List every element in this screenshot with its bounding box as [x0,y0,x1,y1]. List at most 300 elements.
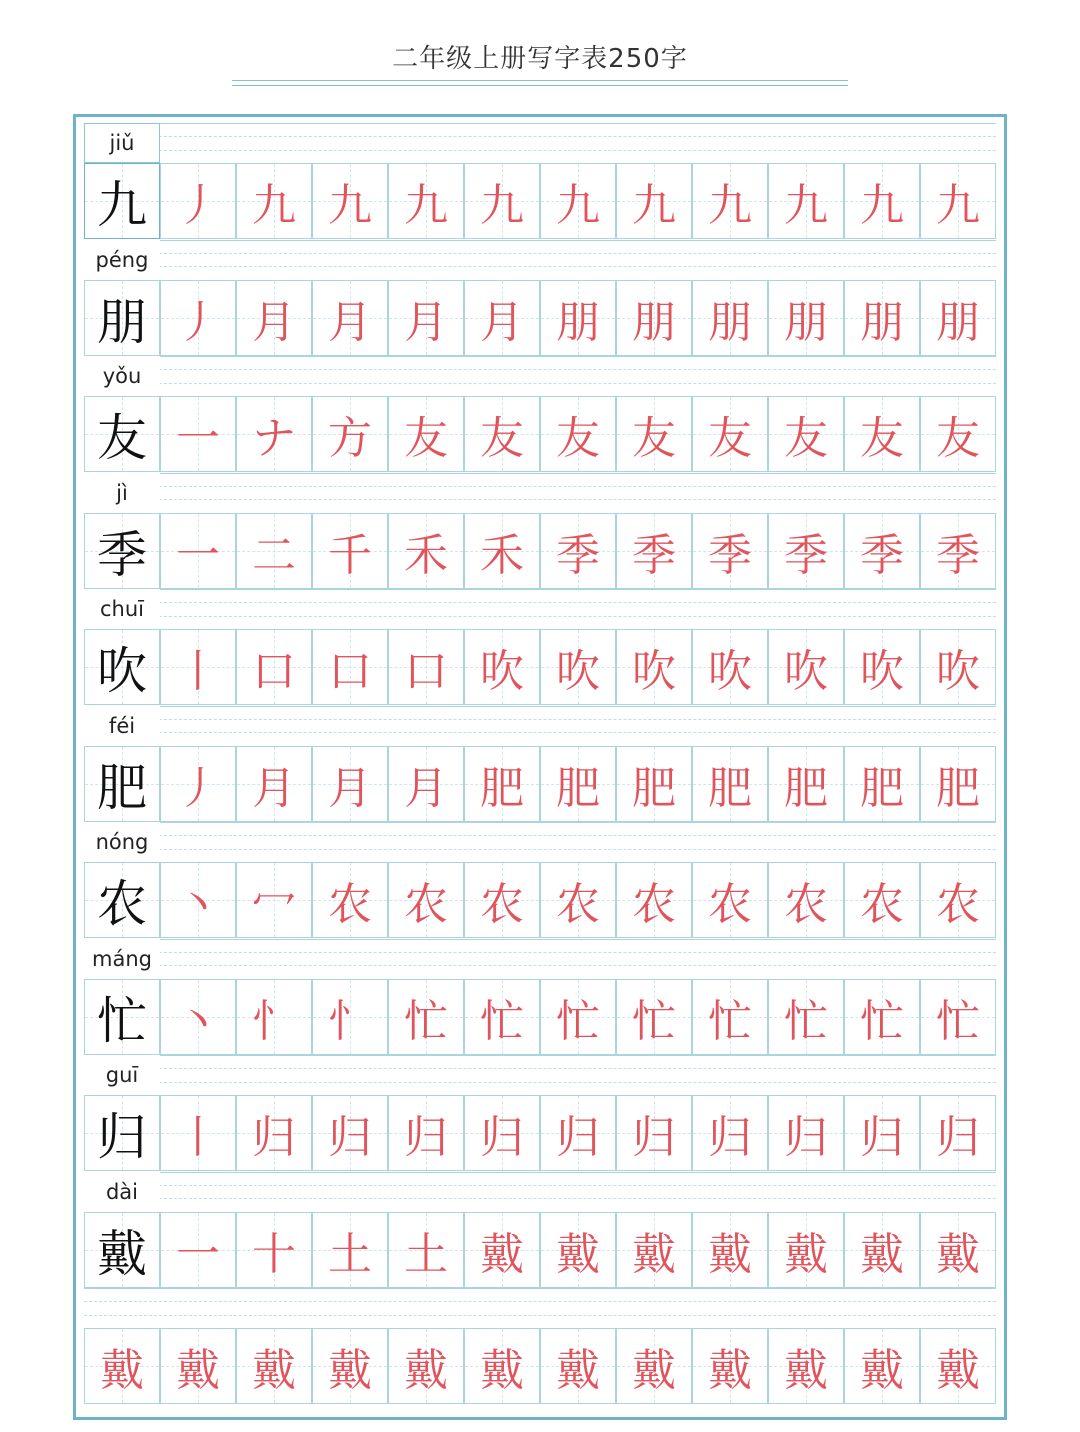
stroke-order-cell [920,163,996,239]
stroke-order-cell [540,1328,616,1404]
pinyin-strip [76,1172,1004,1212]
stroke-order-cell [540,513,616,589]
stroke-order-cell [388,629,464,705]
stroke-order-character: 友 [632,413,676,464]
pinyin-strip [76,123,1004,163]
character-row [76,629,1004,705]
stroke-order-character: 九 [556,180,600,231]
stroke-order-cell [388,280,464,356]
stroke-order-cell [464,1212,540,1288]
stroke-order-character: 戴 [556,1345,600,1396]
pinyin-label: dài [84,1172,160,1212]
stroke-order-cell [312,1328,388,1404]
stroke-order-character: 农 [404,879,448,930]
stroke-order-character: 朋 [936,296,980,348]
page-title: 二年级上册写字表250字 [392,44,688,74]
stroke-order-character: 农 [784,879,828,930]
stroke-order-character: 吹 [860,646,904,697]
stroke-order-cell [768,1328,844,1404]
stroke-order-character: 农 [708,879,752,930]
stroke-order-cell [692,280,768,356]
stroke-order-character: 季 [556,529,600,581]
stroke-order-character: 戴 [708,1345,752,1396]
stroke-order-cell [236,1095,312,1171]
stroke-order-character: 月 [404,762,448,814]
stroke-order-character: 季 [784,529,828,581]
stroke-order-character: 归 [252,1112,296,1163]
stroke-order-character: 归 [632,1112,676,1163]
stroke-order-cell [84,1328,160,1404]
stroke-order-cell [920,862,996,938]
stroke-order-cell [236,280,312,356]
pinyin-label: péng [84,240,160,280]
stroke-order-character: 丨 [176,646,220,697]
stroke-order-cell [920,979,996,1055]
stroke-order-cell [160,280,236,356]
stroke-order-cell [540,280,616,356]
stroke-order-cell [768,1095,844,1171]
model-character: 归 [97,1108,147,1166]
stroke-order-cell [692,163,768,239]
stroke-order-character: 忙 [784,995,828,1047]
stroke-order-character: 季 [936,529,980,581]
pinyin-strip [76,1288,1004,1328]
stroke-order-cell [692,979,768,1055]
stroke-order-character: 忙 [556,995,600,1047]
model-character-cell [84,1212,160,1288]
model-character: 肥 [97,758,147,817]
model-character: 农 [97,875,147,933]
stroke-order-character: ナ [252,413,296,464]
character-row [76,396,1004,472]
stroke-order-cell [312,629,388,705]
stroke-order-character: 戴 [784,1228,828,1280]
pinyin-strip [76,589,1004,629]
model-character-cell [84,396,160,472]
stroke-order-cell [616,513,692,589]
stroke-order-character: 农 [936,879,980,930]
stroke-order-character: 农 [328,879,372,930]
stroke-order-character: 友 [556,413,600,464]
stroke-order-cell [616,163,692,239]
pinyin-guide-line [84,150,996,151]
character-row [76,163,1004,239]
model-character: 友 [97,409,147,467]
stroke-order-character: 口 [404,646,448,697]
stroke-order-character: 朋 [708,296,752,348]
model-character: 季 [97,525,147,584]
stroke-order-cell [388,163,464,239]
pinyin-ruling [84,939,996,940]
stroke-order-cell [616,396,692,472]
model-character-cell [84,979,160,1055]
stroke-order-cell [844,280,920,356]
model-character-cell [84,862,160,938]
stroke-order-character: 忙 [404,995,448,1047]
stroke-order-character: 戴 [632,1228,676,1280]
stroke-order-cell [312,513,388,589]
stroke-order-character: 方 [328,413,372,464]
stroke-order-cell [160,1328,236,1404]
pinyin-guide-line [84,835,996,836]
stroke-order-cell [464,979,540,1055]
stroke-order-character: 月 [252,762,296,814]
stroke-order-character: 朋 [860,296,904,348]
stroke-order-cell [920,280,996,356]
pinyin-guide-line [84,1068,996,1069]
stroke-order-character: 归 [936,1112,980,1163]
stroke-order-character: 戴 [632,1345,676,1396]
stroke-order-character: 归 [480,1112,524,1163]
stroke-order-character: 吹 [480,646,524,697]
pinyin-strip [76,939,1004,979]
stroke-order-character: 忙 [480,995,524,1047]
stroke-order-cell [236,979,312,1055]
stroke-order-character: 丿 [176,762,220,814]
pinyin-ruling [84,240,996,241]
stroke-order-cell [616,1328,692,1404]
stroke-order-cell [616,862,692,938]
pinyin-guide-line [84,1082,996,1083]
pinyin-guide-line [84,952,996,953]
pinyin-ruling [84,1288,996,1289]
model-character-cell [84,629,160,705]
stroke-order-character: 戴 [860,1345,904,1396]
stroke-order-cell [160,1212,236,1288]
pinyin-ruling [84,123,996,124]
stroke-order-character: 肥 [860,762,904,814]
stroke-order-character: 归 [556,1112,600,1163]
stroke-order-cell [160,746,236,822]
pinyin-ruling [84,1055,996,1056]
stroke-order-cell [236,862,312,938]
stroke-order-cell [312,979,388,1055]
pinyin-label: jì [84,473,160,513]
stroke-order-character: 月 [480,296,524,348]
stroke-order-character: 季 [708,529,752,581]
stroke-order-cell [844,746,920,822]
stroke-order-cell [616,979,692,1055]
stroke-order-character: 忙 [708,995,752,1047]
stroke-order-character: 戴 [860,1228,904,1280]
pinyin-ruling [84,822,996,823]
stroke-order-cell [768,163,844,239]
character-row [76,979,1004,1055]
stroke-order-cell [160,862,236,938]
stroke-order-character: 丶 [176,879,220,930]
character-row [76,1095,1004,1171]
stroke-order-character: 九 [860,180,904,231]
stroke-order-cell [312,862,388,938]
pinyin-label: jiǔ [84,123,160,163]
stroke-order-cell [160,513,236,589]
stroke-order-cell [160,396,236,472]
pinyin-ruling [84,473,996,474]
stroke-order-character: 戴 [784,1345,828,1396]
stroke-order-character: 一 [176,1228,220,1280]
pinyin-guide-line [84,732,996,733]
stroke-order-cell [768,629,844,705]
stroke-order-character: 肥 [632,762,676,814]
stroke-order-character: 友 [480,413,524,464]
stroke-order-character: 戴 [252,1345,296,1396]
pinyin-ruling [84,1172,996,1173]
pinyin-label: féi [84,706,160,746]
stroke-order-cell [616,1212,692,1288]
title-underline-top [232,80,848,81]
stroke-order-cell [920,1328,996,1404]
stroke-order-cell [160,163,236,239]
stroke-order-character: 肥 [936,762,980,814]
stroke-order-character: 吹 [784,646,828,697]
stroke-order-cell [616,746,692,822]
stroke-order-character: 口 [328,646,372,697]
stroke-order-cell [844,1095,920,1171]
pinyin-guide-line [84,602,996,603]
pinyin-strip [76,706,1004,746]
title-underline-bottom [232,85,848,86]
stroke-order-character: 九 [784,180,828,231]
stroke-order-cell [844,513,920,589]
stroke-order-cell [920,746,996,822]
stroke-order-cell [236,1328,312,1404]
stroke-order-character: 农 [480,879,524,930]
stroke-order-character: 友 [936,413,980,464]
pinyin-label: chuī [84,589,160,629]
stroke-order-character: 朋 [632,296,676,348]
stroke-order-cell [692,629,768,705]
stroke-order-cell [768,1212,844,1288]
model-character: 戴 [97,1224,147,1283]
stroke-order-cell [540,979,616,1055]
stroke-order-character: 友 [860,413,904,464]
stroke-order-cell [768,513,844,589]
pinyin-guide-line [84,849,996,850]
character-row [76,862,1004,938]
model-character-cell [84,280,160,356]
stroke-order-character: 丿 [176,296,220,348]
character-row [76,280,1004,356]
stroke-order-cell [160,1095,236,1171]
stroke-order-character: 友 [404,413,448,464]
pinyin-strip [76,240,1004,280]
stroke-order-cell [692,513,768,589]
stroke-order-character: 九 [480,180,524,231]
stroke-order-cell [236,746,312,822]
pinyin-guide-line [84,965,996,966]
stroke-order-character: 归 [784,1112,828,1163]
pinyin-strip [76,473,1004,513]
stroke-order-cell [464,1328,540,1404]
stroke-order-cell [844,1328,920,1404]
pinyin-label: guī [84,1055,160,1095]
stroke-order-cell [388,1095,464,1171]
stroke-order-cell [388,396,464,472]
stroke-order-character: 戴 [480,1228,524,1280]
stroke-order-cell [540,396,616,472]
stroke-order-character: 一 [176,529,220,581]
stroke-order-cell [312,1095,388,1171]
stroke-order-cell [312,163,388,239]
stroke-order-cell [540,629,616,705]
stroke-order-cell [616,629,692,705]
stroke-order-character: 忙 [936,995,980,1047]
pinyin-ruling [84,706,996,707]
stroke-order-character: 月 [328,296,372,348]
pinyin-guide-line [84,616,996,617]
stroke-order-character: 忙 [860,995,904,1047]
pinyin-guide-line [84,1185,996,1186]
stroke-order-cell [464,513,540,589]
stroke-order-character: 忙 [632,995,676,1047]
stroke-order-character: 归 [404,1112,448,1163]
stroke-order-character: 忄 [328,995,372,1047]
writing-grid [73,114,1007,1420]
stroke-order-cell [768,862,844,938]
model-character: 忙 [97,991,147,1050]
stroke-order-character: 九 [708,180,752,231]
stroke-order-cell [236,629,312,705]
pinyin-strip [76,356,1004,396]
stroke-order-cell [236,163,312,239]
stroke-order-character: 农 [556,879,600,930]
pinyin-strip [76,1055,1004,1095]
pinyin-label: yǒu [84,356,160,396]
stroke-order-cell [692,862,768,938]
pinyin-guide-line [84,369,996,370]
stroke-order-character: 九 [328,180,372,231]
stroke-order-cell [236,396,312,472]
stroke-order-cell [844,1212,920,1288]
stroke-order-character: 戴 [556,1228,600,1280]
stroke-order-character: 肥 [784,762,828,814]
stroke-order-cell [388,1328,464,1404]
stroke-order-cell [844,862,920,938]
stroke-order-character: 季 [860,529,904,581]
stroke-order-character: 戴 [708,1228,752,1280]
stroke-order-character: 戴 [100,1345,144,1396]
model-character-cell [84,746,160,822]
stroke-order-character: 忄 [252,995,296,1047]
pinyin-label: nóng [84,822,160,862]
stroke-order-cell [692,746,768,822]
stroke-order-character: 吹 [556,646,600,697]
stroke-order-cell [768,280,844,356]
stroke-order-character: 戴 [176,1345,220,1396]
stroke-order-cell [388,979,464,1055]
character-row [76,1212,1004,1288]
stroke-order-character: 二 [252,529,296,581]
pinyin-guide-line [84,1198,996,1199]
stroke-order-cell [388,746,464,822]
stroke-order-cell [844,396,920,472]
stroke-order-cell [464,280,540,356]
stroke-order-character: 季 [632,529,676,581]
model-character: 九 [97,176,147,234]
stroke-order-character: 九 [632,180,676,231]
stroke-order-character: 友 [784,413,828,464]
stroke-order-cell [464,1095,540,1171]
stroke-order-cell [160,979,236,1055]
pinyin-guide-line [84,499,996,500]
pinyin-guide-line [84,266,996,267]
stroke-order-cell [388,862,464,938]
stroke-order-cell [236,513,312,589]
stroke-order-cell [692,396,768,472]
model-character-cell [84,513,160,589]
stroke-order-character: 戴 [404,1345,448,1396]
stroke-order-character: 吹 [708,646,752,697]
stroke-order-cell [692,1328,768,1404]
stroke-order-character: 九 [404,180,448,231]
pinyin-guide-line [84,486,996,487]
stroke-order-cell [312,396,388,472]
stroke-order-character: 冖 [252,879,296,930]
stroke-order-character: 吹 [936,646,980,697]
stroke-order-character: 肥 [708,762,752,814]
stroke-order-character: 禾 [480,529,524,581]
stroke-order-character: 丶 [176,995,220,1047]
stroke-order-cell [540,746,616,822]
stroke-order-cell [768,979,844,1055]
stroke-order-cell [388,1212,464,1288]
stroke-order-cell [616,1095,692,1171]
character-row [76,746,1004,822]
stroke-order-cell [540,1095,616,1171]
stroke-order-character: 朋 [556,296,600,348]
stroke-order-cell [768,396,844,472]
pinyin-guide-line [84,253,996,254]
stroke-order-cell [920,629,996,705]
stroke-order-character: 肥 [480,762,524,814]
stroke-order-cell [540,163,616,239]
stroke-order-cell [388,513,464,589]
stroke-order-character: 吹 [632,646,676,697]
model-character-cell [84,163,160,239]
stroke-order-cell [540,1212,616,1288]
pinyin-guide-line [84,383,996,384]
pinyin-guide-line [84,1315,996,1316]
model-character: 朋 [97,292,147,351]
model-character: 吹 [97,642,147,700]
pinyin-strip [76,822,1004,862]
stroke-order-cell [768,746,844,822]
stroke-order-cell [464,396,540,472]
stroke-order-character: 归 [860,1112,904,1163]
stroke-order-cell [844,629,920,705]
continuation-row [76,1328,1004,1404]
stroke-order-character: 戴 [328,1345,372,1396]
stroke-order-character: 归 [328,1112,372,1163]
stroke-order-character: 肥 [556,762,600,814]
stroke-order-character: 月 [328,762,372,814]
stroke-order-cell [464,862,540,938]
stroke-order-cell [692,1212,768,1288]
stroke-order-character: 农 [632,879,676,930]
stroke-order-cell [312,746,388,822]
stroke-order-cell [312,280,388,356]
stroke-order-cell [616,280,692,356]
pinyin-ruling [84,356,996,357]
stroke-order-cell [692,1095,768,1171]
stroke-order-character: 戴 [936,1228,980,1280]
stroke-order-cell [844,163,920,239]
stroke-order-character: 丨 [176,1112,220,1163]
stroke-order-cell [540,862,616,938]
stroke-order-character: 十 [252,1228,296,1280]
stroke-order-cell [920,513,996,589]
stroke-order-cell [920,1212,996,1288]
